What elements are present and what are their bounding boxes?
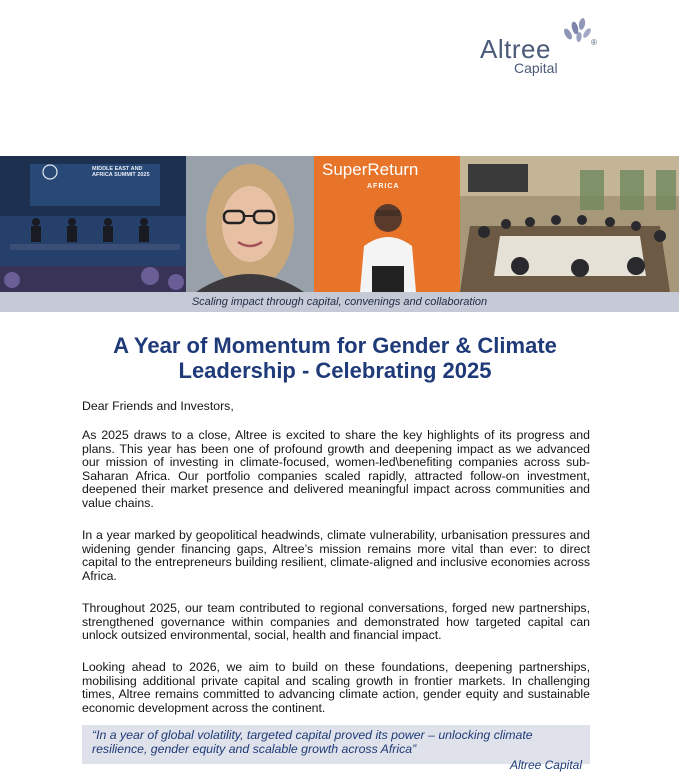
logo-brand-text: Altree (480, 34, 551, 64)
letter-paragraph-1: As 2025 draws to a close, Altree is excited to share the key highlights of its progress and plans. This year has been one of profound growth and deepening impact as we advanced our mission of investing in climate-focused, women-led\benefiting companies across sub-Saharan Africa. Our portfolio companies scaled rapidly, attracted follow-on investment, deepened their market presence and delivered meaningful impact across communities and value chains. (82, 428, 590, 510)
pull-quote-text: “In a year of global volatility, targeted capital proved its power – unlocking climate resilience, gender equity and scalable growth across Africa” (92, 728, 533, 756)
summit-banner-text: MIDDLE EAST AND AFRICA SUMMIT 2025 (92, 166, 150, 178)
superreturn-photo (314, 156, 460, 292)
letter-paragraph-4: Looking ahead to 2026, we aim to build on these foundations, deepening partnerships, mobilising additional private capital and scaling growth in frontier markets. In challenging times, Altree remains committed to advancing climate action, gender equity and sustainable economic development across the continent. (82, 660, 590, 715)
salutation: Dear Friends and Investors, (82, 399, 234, 413)
pull-quote-attribution: Altree Capital (509, 758, 582, 772)
logo-sub-text: Capital (514, 60, 558, 76)
superreturn-text: SuperReturn (322, 160, 419, 179)
banner-caption-bar (0, 292, 679, 312)
registered-mark: ® (591, 38, 597, 47)
page-title: A Year of Momentum for Gender & Climate Leadership - Celebrating 2025 (113, 333, 557, 383)
superreturn-africa-text: AFRICA (367, 183, 400, 190)
meeting-room-photo (460, 156, 679, 292)
portrait-photo (186, 156, 314, 292)
photo-banner (0, 156, 679, 292)
banner-caption: Scaling impact through capital, convenings and collaboration (191, 296, 488, 308)
altree-capital-logo (480, 14, 610, 76)
letter-paragraph-2: In a year marked by geopolitical headwinds, climate vulnerability, urbanisation pressures and widening gender financing gaps, Altree’s mission remains more vital than ever: to direct capital to the entrepreneurs building resilient, climate-aligned and inclusive economies across Africa. (82, 528, 590, 583)
pull-quote-box (82, 725, 590, 772)
leaf-logo-icon (558, 14, 594, 44)
letter-paragraph-3: Throughout 2025, our team contributed to regional conversations, forged new partnerships, strengthened governance within companies and demonstrated how targeted capital can unlock outsized environmental, social, health and financial impact. (82, 601, 590, 643)
summit-panel-photo (0, 156, 186, 292)
